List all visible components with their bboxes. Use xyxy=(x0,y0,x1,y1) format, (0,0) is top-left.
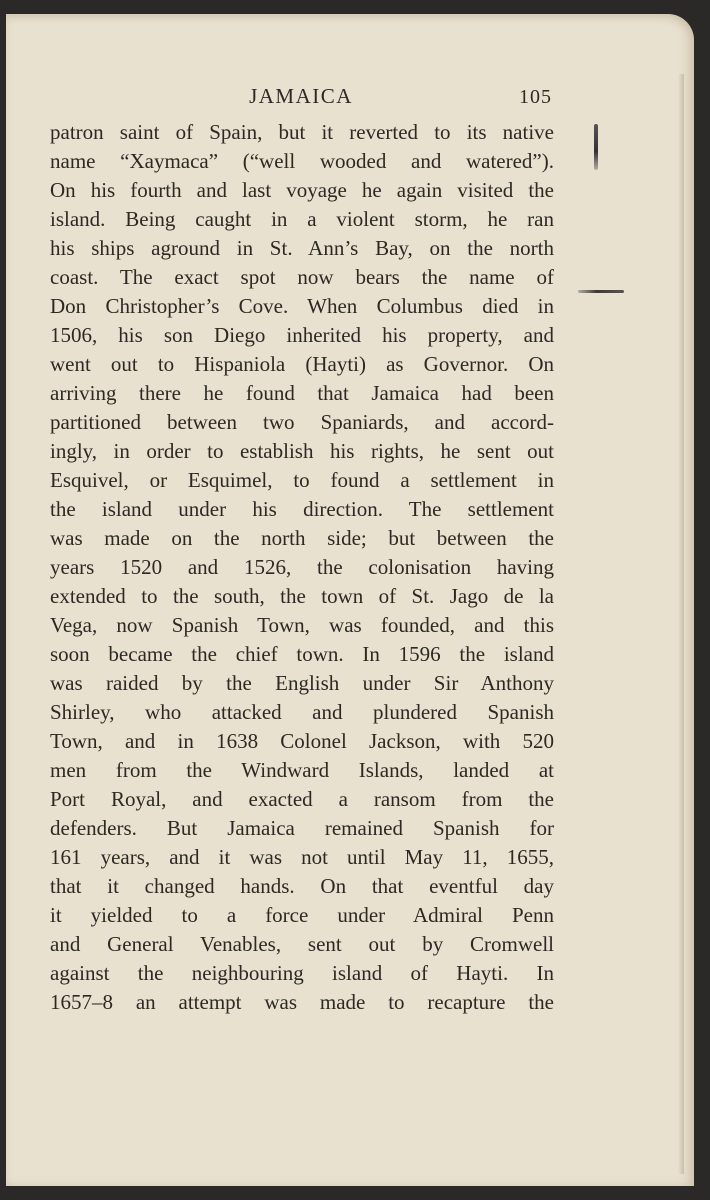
text-line: it yielded to a force under Admiral Penn xyxy=(50,903,554,927)
text-line: Port Royal, and exacted a ransom from the xyxy=(50,787,554,811)
text-line: years 1520 and 1526, the colonisation having xyxy=(50,555,554,579)
text-line: Shirley, who attacked and plundered Spanish xyxy=(50,700,554,724)
margin-pencil-mark-vertical xyxy=(594,124,598,170)
page-number: 105 xyxy=(519,86,552,108)
text-line: Don Christopher’s Cove. When Columbus died in xyxy=(50,294,554,318)
text-line: 161 years, and it was not until May 11, 1655, xyxy=(50,845,554,869)
text-line: soon became the chief town. In 1596 the island xyxy=(50,642,554,666)
text-line: On his fourth and last voyage he again visited the xyxy=(50,178,554,202)
text-line: his ships aground in St. Ann’s Bay, on the north xyxy=(50,236,554,260)
text-line: men from the Windward Islands, landed at xyxy=(50,758,554,782)
text-line: 1657–8 an attempt was made to recapture the xyxy=(50,990,554,1014)
text-line: ingly, in order to establish his rights, he sent out xyxy=(50,439,554,463)
text-line: was made on the north side; but between the xyxy=(50,526,554,550)
text-line: arriving there he found that Jamaica had been xyxy=(50,381,554,405)
running-head xyxy=(50,84,552,114)
text-line: extended to the south, the town of St. Jago de la xyxy=(50,584,554,608)
text-line: Esquivel, or Esquimel, to found a settlement in xyxy=(50,468,554,492)
text-line: was raided by the English under Sir Anthony xyxy=(50,671,554,695)
text-line: island. Being caught in a violent storm, he ran xyxy=(50,207,554,231)
text-line: defenders. But Jamaica remained Spanish for xyxy=(50,816,554,840)
text-line: name “Xaymaca” (“well wooded and watered”). xyxy=(50,149,554,173)
margin-pencil-mark-horizontal xyxy=(578,290,624,293)
text-line: the island under his direction. The settlement xyxy=(50,497,554,521)
text-line: 1506, his son Diego inherited his property, and xyxy=(50,323,554,347)
text-line: against the neighbouring island of Hayti. In xyxy=(50,961,554,985)
running-head-title: JAMAICA xyxy=(249,84,353,108)
text-line: coast. The exact spot now bears the name of xyxy=(50,265,554,289)
text-line: went out to Hispaniola (Hayti) as Governor. On xyxy=(50,352,554,376)
text-line: partitioned between two Spaniards, and accord- xyxy=(50,410,554,434)
body-text xyxy=(50,118,554,1017)
text-line: that it changed hands. On that eventful day xyxy=(50,874,554,898)
page-edge-shadow xyxy=(678,74,684,1174)
text-line: Town, and in 1638 Colonel Jackson, with 520 xyxy=(50,729,554,753)
text-line: patron saint of Spain, but it reverted to its native xyxy=(50,120,554,144)
text-line: Vega, now Spanish Town, was founded, and this xyxy=(50,613,554,637)
text-line: and General Venables, sent out by Cromwell xyxy=(50,932,554,956)
